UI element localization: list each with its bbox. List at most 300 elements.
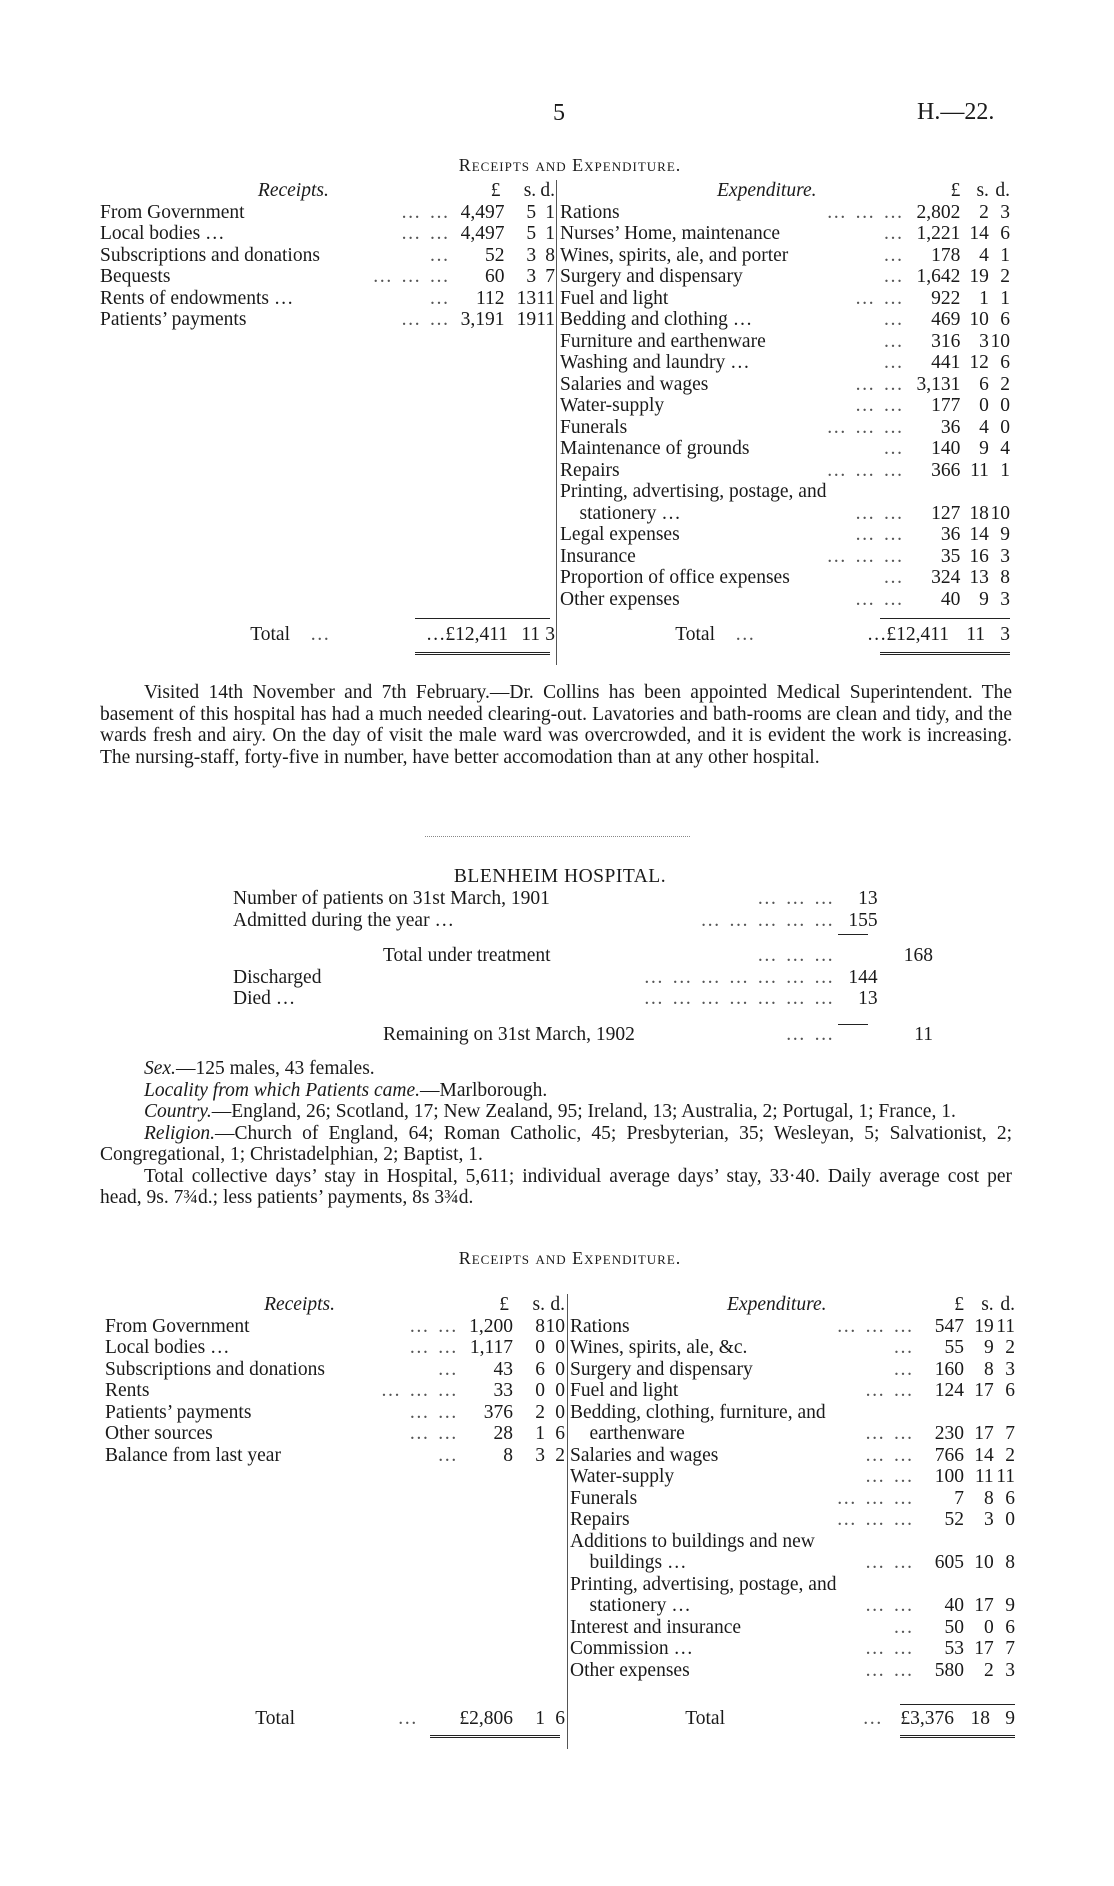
sex-line: [100, 1058, 1012, 1080]
spacer: [878, 931, 898, 967]
amount-pounds: 376: [483, 1401, 513, 1423]
amount-pounds: 316: [931, 330, 961, 352]
receipt-row: [100, 309, 555, 331]
shilling-header: s.: [976, 180, 989, 201]
amount-shillings: 11: [970, 459, 989, 481]
amount-shillings: [966, 481, 989, 503]
amount-pounds: 1,221: [916, 223, 961, 244]
amount-pence: 7: [545, 266, 555, 287]
dot-leader: … …: [864, 1552, 915, 1573]
expenditure-item-label: Bedding, clothing, furniture, and: [570, 1401, 826, 1423]
expenditure-item-label: Surgery and dispensary: [570, 1358, 753, 1380]
sex-value: —125 males, 43 females.: [175, 1058, 375, 1079]
expenditure-row: [570, 1316, 1015, 1338]
expenditure-row: [570, 1423, 1015, 1445]
section2-receipts-total: [105, 1708, 565, 1730]
total-rule: [430, 1735, 560, 1738]
dot-leader: …: [893, 1337, 915, 1358]
dot-leader: … …: [864, 1423, 915, 1444]
expenditure-item-label: Water-supply: [560, 395, 665, 416]
expenditure-row: [570, 1488, 1015, 1510]
amount-pounds: 469: [931, 309, 961, 330]
receipt-item-label: Patients’ payments: [100, 309, 247, 330]
dot-leader: … …: [864, 1595, 915, 1616]
locality-value: —Marlborough.: [420, 1079, 548, 1101]
expenditure-item-label: stationery …: [570, 1595, 691, 1616]
receipt-row: [105, 1380, 565, 1402]
statistic-total: 168: [903, 945, 933, 966]
expenditure-item-label: Funerals: [560, 416, 628, 438]
statistic-label: Admitted during the year …: [233, 909, 454, 931]
amount-pence: 6: [1000, 309, 1010, 330]
amount-shillings: 10: [974, 1552, 994, 1573]
expenditure-item-label: Repairs: [570, 1509, 630, 1530]
statistic-row: [233, 888, 933, 910]
expenditure-row: [560, 524, 1010, 546]
dot-leader: … … …: [836, 1315, 915, 1337]
amount-pounds: 50: [944, 1616, 964, 1638]
expenditure-row: [570, 1617, 1015, 1639]
expenditure-item-label: Water-supply: [570, 1466, 675, 1487]
expenditure-item-label: Funerals: [570, 1487, 638, 1509]
receipt-row: [105, 1359, 565, 1381]
statistic-count: 13: [858, 888, 878, 909]
country-line: [100, 1101, 1012, 1123]
dot-leader: … …: [785, 1023, 836, 1045]
expenditure-item-label: buildings …: [570, 1552, 687, 1573]
dot-leader: …: [883, 567, 905, 588]
amount-shillings: 18: [969, 502, 989, 524]
dot-leader: … … …: [826, 416, 905, 438]
amount-shillings: 4: [979, 416, 989, 438]
amount-shillings: 14: [969, 524, 989, 545]
dot-leader: … …: [409, 1315, 459, 1337]
dot-leader: …: [437, 1358, 459, 1380]
dot-leader: … … …: [836, 1509, 915, 1530]
expenditure-row: [560, 288, 1010, 310]
subtotal-rule: [838, 1024, 868, 1025]
receipt-item-label: Subscriptions and donations: [105, 1358, 325, 1380]
amount-shillings: 19: [974, 1315, 994, 1337]
dot-leader: …: [429, 244, 451, 266]
statistic-label: Died …: [233, 988, 296, 1009]
amount-pence: [994, 1531, 1015, 1553]
spacer: [878, 988, 898, 1010]
amount-pounds: 4,497: [460, 223, 505, 244]
receipt-item-label: Rents: [105, 1380, 150, 1401]
amount-pence: 11: [996, 1315, 1015, 1337]
amount-pence: 1: [1000, 459, 1010, 481]
receipt-row: [100, 288, 555, 310]
amount-pence: 11: [536, 309, 555, 330]
expenditure-item-label: Maintenance of grounds: [560, 438, 750, 459]
amount-pounds: 43: [493, 1358, 513, 1380]
amount-shillings: 3: [526, 244, 537, 266]
total-label: Total: [675, 624, 715, 645]
receipt-item-label: Local bodies …: [105, 1337, 230, 1358]
dot-leader: …: [437, 1444, 459, 1466]
amount-pence: 1: [1000, 244, 1010, 266]
dot-leader: …: [883, 266, 905, 287]
total-row: [560, 624, 1010, 646]
expenditure-item-label: Fuel and light: [560, 287, 669, 309]
amount-pence: 0: [1005, 1509, 1015, 1530]
amount-pounds: 140: [931, 438, 961, 459]
section1-expenditure: [560, 180, 1010, 610]
receipt-item-label: From Government: [105, 1315, 250, 1337]
visit-notes: [100, 682, 1012, 768]
expenditure-row: [560, 438, 1010, 460]
statistic-row: [233, 931, 933, 967]
amount-pence: 0: [555, 1337, 565, 1358]
dot-leader: …: [883, 244, 905, 266]
expenditure-item-label: Other expenses: [570, 1659, 690, 1681]
amount-shillings: [970, 1574, 994, 1596]
receipt-item-label: Balance from last year: [105, 1444, 281, 1466]
amount-pence: 6: [1005, 1616, 1015, 1638]
expenditure-row: [570, 1660, 1015, 1682]
receipt-item-label: Subscriptions and donations: [100, 244, 320, 266]
total-shillings: 18: [970, 1708, 990, 1729]
amount-pence: 3: [1000, 545, 1010, 567]
amount-pounds: 35: [940, 545, 961, 567]
locality-label: Locality from which Patients came.: [144, 1079, 421, 1101]
amount-shillings: 17: [974, 1595, 994, 1616]
amount-pence: 7: [1005, 1423, 1015, 1444]
dot-leader: … …: [854, 502, 905, 524]
amount-pounds: [921, 1531, 970, 1553]
dot-leader: … …: [409, 1423, 459, 1444]
amount-shillings: 6: [535, 1358, 545, 1380]
expenditure-row: [560, 266, 1010, 288]
total-pence: 6: [555, 1708, 565, 1729]
receipt-item-label: Patients’ payments: [105, 1401, 252, 1423]
statistic-total: 11: [914, 1023, 933, 1045]
statistic-total: [898, 967, 933, 989]
statistic-row: [233, 988, 933, 1010]
amount-shillings: 3: [983, 1509, 994, 1530]
amount-pounds: 4,497: [460, 201, 505, 223]
receipt-item-label: Local bodies …: [100, 223, 225, 244]
spacer: [878, 888, 898, 910]
expenditure-row: [560, 546, 1010, 568]
total-label: Total: [250, 624, 290, 645]
receipt-row: [100, 245, 555, 267]
dot-leader: … … … … … … …: [643, 966, 836, 988]
hospital-details: [100, 1058, 1012, 1209]
expenditure-item-label: Additions to buildings and new: [570, 1530, 815, 1552]
column-divider: [556, 180, 557, 665]
amount-shillings: 1: [535, 1423, 545, 1444]
statistic-total: [898, 988, 933, 1010]
section2-receipts: [105, 1294, 565, 1466]
dot-leader: … … … … … … …: [643, 988, 836, 1009]
amount-shillings: 17: [974, 1380, 994, 1401]
expenditure-item-label: Washing and laundry …: [560, 352, 750, 373]
section2-heading: Receipts and Expenditure.: [458, 1248, 682, 1268]
expenditure-item-label: Fuel and light: [570, 1380, 679, 1401]
dot-leader: …: [397, 1708, 419, 1729]
amount-shillings: 8: [535, 1315, 545, 1337]
receipt-row: [105, 1316, 565, 1338]
total-label: Total: [255, 1708, 295, 1729]
amount-pence: 0: [1000, 395, 1010, 416]
amount-pence: 3: [1005, 1358, 1015, 1380]
expenditure-row: [570, 1552, 1015, 1574]
visit-paragraph: Visited 14th November and 7th February.—Dr. Collins has been appointed Medical Superintendent. The basement of this hospital has had a much needed clearing-out. Lavatories and bath-rooms are clean and tidy, and the wards fresh and airy. On the day of visit the male ward was overcrowded, and it is evident the work is increasing. The nursing-staff, forty-five in number, have better accomodation than at any other hospital.: [100, 682, 1012, 768]
expenditure-header-row: [570, 1294, 1015, 1316]
amount-pounds: 36: [940, 524, 961, 545]
amount-shillings: [970, 1402, 994, 1424]
amount-pence: 0: [555, 1380, 565, 1401]
statistic-row: [233, 910, 933, 932]
amount-pence: 10: [545, 1315, 565, 1337]
section-separator: [425, 836, 690, 837]
amount-pounds: 36: [940, 416, 961, 438]
expenditure-item-label: Furniture and earthenware: [560, 330, 766, 352]
amount-shillings: 5: [526, 223, 537, 244]
expenditure-item-label: Wines, spirits, ale, and porter: [560, 244, 789, 266]
expenditure-item-label: Bedding and clothing …: [560, 309, 753, 330]
expenditure-row: [570, 1380, 1015, 1402]
expenditure-row: [570, 1638, 1015, 1660]
amount-pence: 0: [555, 1401, 565, 1423]
amount-pounds: 8: [503, 1444, 513, 1466]
amount-pounds: 55: [944, 1337, 964, 1358]
amount-pounds: 177: [931, 395, 961, 416]
amount-shillings: 9: [979, 588, 989, 610]
receipt-row: [100, 202, 555, 224]
dot-leader: [836, 1402, 920, 1424]
amount-shillings: 2: [535, 1401, 545, 1423]
amount-pence: 7: [1005, 1638, 1015, 1659]
section1-expenditure-total: [560, 624, 1010, 646]
amount-shillings: 17: [974, 1423, 994, 1444]
amount-pence: 2: [1005, 1337, 1015, 1358]
expenditure-row: [560, 352, 1010, 374]
amount-shillings: 3: [979, 330, 989, 352]
amount-pounds: [921, 1574, 970, 1596]
expenditure-item-label: Other expenses: [560, 588, 680, 610]
shilling-header: s.: [523, 180, 537, 201]
expenditure-row: [570, 1337, 1015, 1359]
total-row: [105, 1708, 565, 1730]
amount-pence: 8: [1000, 567, 1010, 588]
receipt-item-label: Bequests: [100, 266, 171, 287]
amount-shillings: 17: [974, 1638, 994, 1659]
dot-leader: …: [893, 1358, 915, 1380]
amount-shillings: 0: [983, 1616, 994, 1638]
section1-heading: Receipts and Expenditure.: [458, 155, 682, 175]
pound-header: £: [490, 180, 501, 201]
religion-line: [100, 1123, 1012, 1166]
total-row: [100, 624, 555, 646]
dot-leader: … … …: [757, 945, 836, 966]
amount-pence: 6: [1000, 352, 1010, 373]
dot-leader: … …: [854, 287, 905, 309]
expenditure-item-label: Salaries and wages: [570, 1444, 719, 1466]
shilling-header: s.: [981, 1294, 994, 1315]
amount-pounds: 33: [493, 1380, 513, 1401]
receipt-item-label: Rents of endowments …: [100, 287, 294, 309]
total-pence: 9: [1005, 1708, 1015, 1729]
amount-shillings: 0: [535, 1337, 545, 1358]
amount-pounds: 40: [944, 1595, 964, 1616]
amount-pounds: 52: [485, 244, 505, 266]
amount-shillings: 13: [516, 287, 537, 309]
amount-pounds: 766: [934, 1444, 964, 1466]
receipt-row: [105, 1423, 565, 1445]
expenditure-item-label: Repairs: [560, 459, 620, 481]
amount-pounds: 124: [934, 1380, 964, 1401]
expenditure-row: [560, 245, 1010, 267]
expenditure-row: [570, 1445, 1015, 1467]
dot-leader: … … …: [380, 1380, 459, 1401]
amount-pounds: 230: [934, 1423, 964, 1444]
amount-shillings: 9: [979, 438, 989, 459]
expenditure-row: [560, 417, 1010, 439]
total-pounds: £2,806: [459, 1708, 513, 1729]
total-rule: [415, 618, 550, 619]
statistic-label: Total under treatment: [383, 945, 551, 966]
country-label: Country.: [144, 1101, 212, 1122]
expenditure-header-row: [560, 180, 1010, 202]
sex-label: Sex.: [144, 1058, 176, 1079]
dot-leader: … …: [864, 1466, 915, 1487]
amount-pence: 9: [1005, 1595, 1015, 1616]
amount-pounds: 112: [476, 287, 505, 309]
dot-leader: … …: [864, 1659, 915, 1681]
expenditure-item-label: stationery …: [560, 502, 681, 524]
amount-pence: 6: [1005, 1380, 1015, 1401]
expenditure-row: [570, 1531, 1015, 1553]
expenditure-row: [560, 589, 1010, 611]
amount-pounds: 2,802: [916, 201, 961, 223]
expenditure-row: [560, 202, 1010, 224]
receipts-label: Receipts.: [264, 1294, 335, 1315]
statistic-row: [233, 1010, 933, 1046]
pence-header: d.: [550, 1294, 565, 1315]
expenditure-row: [560, 503, 1010, 525]
statistic-count: [841, 1010, 877, 1046]
receipts-label: Receipts.: [257, 180, 329, 201]
expenditure-row: [570, 1574, 1015, 1596]
spacer: [878, 910, 898, 932]
amount-pence: 1: [1000, 287, 1010, 309]
total-row: [570, 1708, 1015, 1730]
amount-pounds: 324: [931, 567, 961, 588]
expenditure-row: [570, 1595, 1015, 1617]
section2-expenditure-total: [570, 1708, 1015, 1730]
religion-label: Religion.: [144, 1122, 215, 1144]
expenditure-row: [560, 223, 1010, 245]
expenditure-item-label: Printing, advertising, postage, and: [570, 1573, 837, 1595]
amount-pounds: 100: [934, 1466, 964, 1487]
amount-pence: 11: [996, 1466, 1015, 1487]
religion-value: —Church of England, 64; Roman Catholic, 45; Presbyterian, 35; Wesleyan, 5; Salvationist, 2; Congregational, 1; Christadelphian, 2; Baptist, 1.: [100, 1122, 1012, 1165]
statistic-row: [233, 967, 933, 989]
section1-receipts: [100, 180, 555, 331]
expenditure-row: [560, 460, 1010, 482]
amount-shillings: 2: [983, 1659, 994, 1681]
dot-leader: … …: [854, 373, 905, 395]
stay-line: Total collective days’ stay in Hospital, 5,611; individual average days’ stay, 33·40. Daily average cost per head, 9s. 7¾d.; less patients’ payments, 8s 3¾d.: [100, 1165, 1012, 1208]
dot-leader: …: [862, 1708, 884, 1729]
expenditure-label: Expenditure.: [717, 180, 817, 201]
dot-leader: …: [429, 287, 451, 309]
pence-header: d.: [995, 180, 1010, 201]
amount-shillings: 14: [969, 223, 989, 244]
amount-pence: 6: [1000, 223, 1010, 244]
amount-shillings: 4: [979, 244, 989, 266]
amount-pounds: 160: [934, 1358, 964, 1380]
patient-statistics: [233, 888, 933, 1045]
amount-pence: 0: [1000, 416, 1010, 438]
expenditure-row: [560, 567, 1010, 589]
expenditure-item-label: Commission …: [570, 1638, 693, 1659]
expenditure-row: [560, 309, 1010, 331]
amount-pence: [994, 1402, 1015, 1424]
amount-pence: 8: [545, 244, 555, 266]
amount-pence: 3: [1005, 1659, 1015, 1681]
total-pounds: …£12,411: [425, 624, 508, 645]
amount-pounds: 178: [931, 244, 961, 266]
amount-shillings: 19: [516, 309, 537, 330]
amount-pence: 8: [1005, 1552, 1015, 1573]
locality-line: [100, 1080, 1012, 1102]
expenditure-row: [560, 481, 1010, 503]
expenditure-row: [570, 1466, 1015, 1488]
expenditure-item-label: Legal expenses: [560, 524, 680, 545]
amount-shillings: 8: [983, 1358, 994, 1380]
expenditure-item-label: earthenware: [570, 1423, 685, 1444]
expenditure-item-label: Insurance: [560, 545, 636, 567]
amount-shillings: 9: [983, 1337, 994, 1358]
expenditure-item-label: Proportion of office expenses: [560, 567, 790, 588]
receipt-row: [100, 223, 555, 245]
total-rule: [880, 652, 1010, 655]
amount-pence: 1: [545, 201, 555, 223]
amount-pounds: [911, 481, 967, 503]
amount-pounds: 1,200: [469, 1315, 513, 1337]
expenditure-row: [570, 1509, 1015, 1531]
amount-pounds: 441: [931, 352, 961, 373]
expenditure-label: Expenditure.: [727, 1294, 827, 1315]
total-pence: 3: [1000, 624, 1010, 645]
section2-expenditure: [570, 1294, 1015, 1681]
receipt-row: [100, 266, 555, 288]
expenditure-row: [570, 1359, 1015, 1381]
amount-pounds: 1,642: [916, 266, 961, 287]
total-shillings: 11: [521, 624, 540, 645]
dot-leader: … … … … …: [700, 909, 836, 931]
expenditure-item-label: Printing, advertising, postage, and: [560, 481, 827, 502]
dot-leader: … … …: [826, 545, 905, 567]
amount-shillings: 1: [979, 287, 989, 309]
amount-pence: 1: [545, 223, 555, 244]
amount-shillings: 19: [969, 266, 989, 287]
amount-pounds: 127: [931, 502, 961, 524]
pence-header: d.: [1000, 1294, 1015, 1315]
expenditure-item-label: Nurses’ Home, maintenance: [560, 223, 781, 244]
dot-leader: … …: [409, 1401, 459, 1423]
section1-receipts-total: [100, 624, 555, 646]
expenditure-row: [570, 1402, 1015, 1424]
dot-leader: … … …: [757, 888, 836, 909]
subtotal-rule: [838, 934, 868, 935]
amount-shillings: 2: [979, 201, 989, 223]
amount-pence: 9: [1000, 524, 1010, 545]
